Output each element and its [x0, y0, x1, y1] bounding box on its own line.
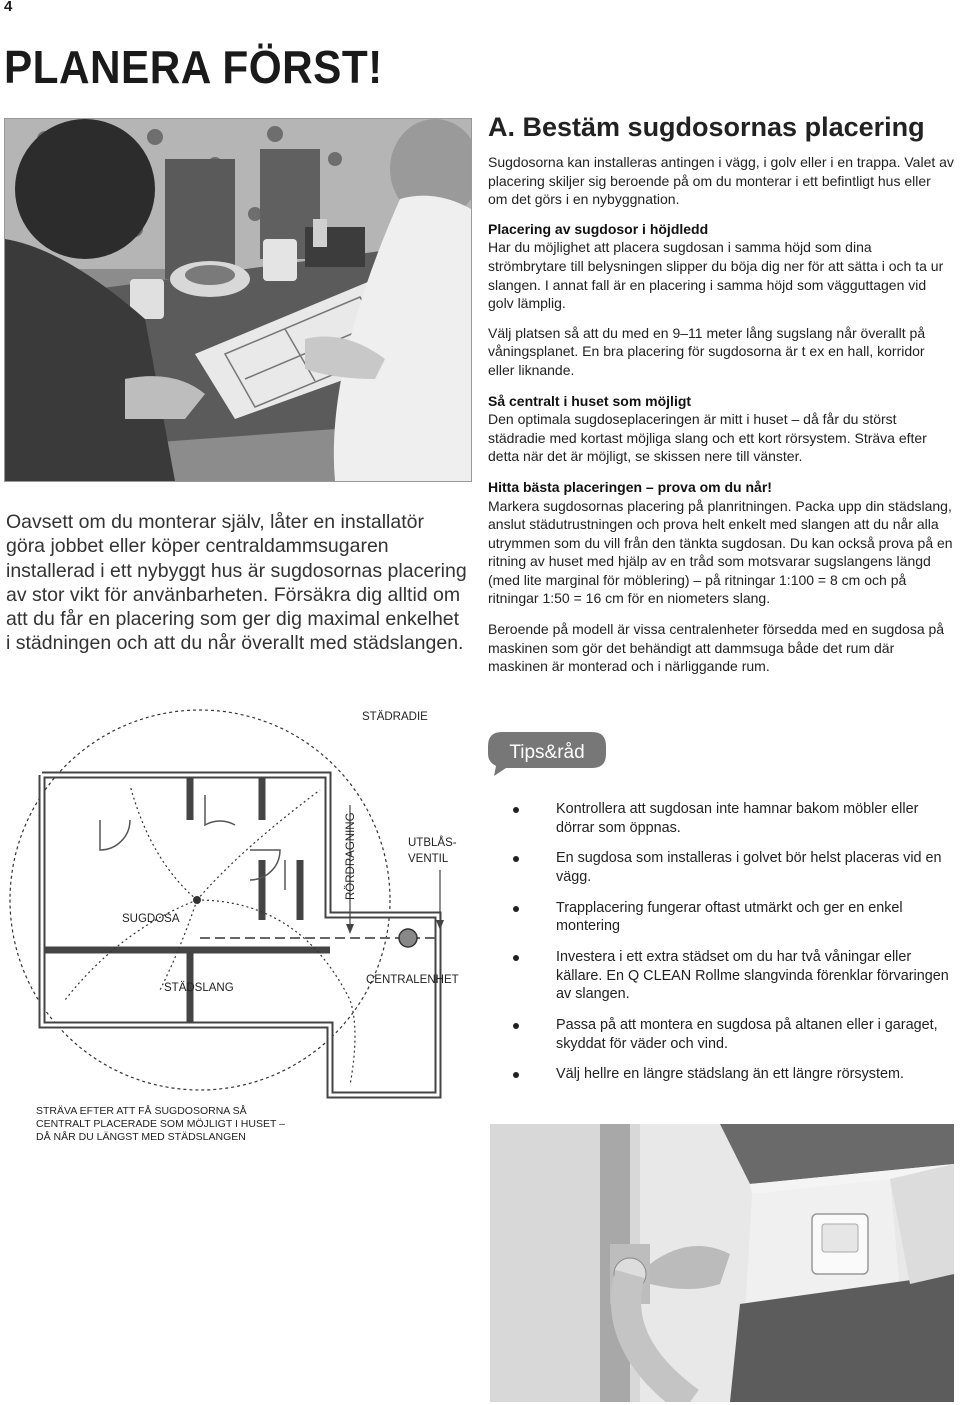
stair-inlet-photo — [490, 1124, 954, 1402]
bullet-icon — [513, 906, 519, 912]
section-a-paragraph-3: Välj platsen så att du med en 9–11 meter lång sugslang når överallt på våningsplanet. En bra placering för sugdosorna är t ex en hall, korridor eller liknande. — [488, 324, 926, 378]
house-walls — [42, 775, 438, 1095]
tip-item: Investera i ett extra städset om du har två våningar eller källare. En Q CLEAN Rollme slangvinda förenklar förvaringen av slangen. — [512, 948, 956, 1004]
bullet-icon — [513, 1072, 519, 1078]
tips-badge-label: Tips&råd — [509, 742, 585, 763]
label-centralenhet: CENTRALENHET — [366, 974, 459, 986]
section-a-paragraph-4: Den optimala sugdoseplaceringen är mitt i huset – då får du störst städradie med kortast möjliga slang och ett kort rörsystem. Sträva efter detta när det är möjligt, se skissen nere till vänster. — [488, 411, 927, 465]
intro-text: Oavsett om du monterar själv, låter en installatör göra jobbet eller köper centraldammsugaren installerad i ett nybyggt hus är sugdosornas placering av stor vikt för använbarheten. Försäkra dig alltid om att du får en placering som ger dig maximal enkelhet i städningen och att du når överallt med städslangen. — [6, 511, 467, 655]
floor-plan-diagram — [0, 700, 480, 1110]
hose-paths — [65, 785, 355, 1085]
subheading-height: Placering av sugdosor i höjdledd — [488, 220, 709, 237]
subheading-best-placement: Hitta bästa placeringen – prova om du når! — [488, 478, 772, 495]
section-a-paragraph-1: Sugdosorna kan installeras antingen i vägg, i golv eller i en trappa. Valet av placering skiljer sig beroende på om du monterar i ett befintligt hus eller om det görs i en nybyggnation. — [488, 154, 954, 208]
subheading-central: Så centralt i huset som möjligt — [488, 392, 692, 409]
page-number: 4 — [4, 0, 13, 15]
section-a-paragraph-2: Har du möjlighet att placera sugdosan i samma höjd som dina strömbrytare till belysningen slipper du böja dig ner för att sätta i och ta ur slangen. I annat fall är en placering i samma höjd som vägguttagen vid golv lämplig. — [488, 239, 944, 312]
tip-item: Trapplacering fungerar oftast utmärkt och ger en enkel montering — [512, 899, 956, 936]
planning-photo — [4, 118, 472, 482]
bullet-icon — [513, 807, 519, 813]
speech-bubble-icon — [484, 728, 610, 778]
tip-item: Kontrollera att sugdosan inte hamnar bakom möbler eller dörrar som öppnas. — [512, 800, 956, 837]
tip-item: Passa på att montera en sugdosa på altanen eller i garaget, skyddat för väder och vind. — [512, 1016, 956, 1053]
bullet-icon — [513, 1023, 519, 1029]
section-a-paragraph-5: Markera sugdosornas placering på planritningen. Packa upp din städslang, anslut städutrustningen och prova helt enkelt med slangen att du når alla utrymmen som du vill från den tänkta sugdosan. Du kan också prova på en ritning av huset med hjälp av en tråd som motsvarar sugslangens längd (med lite marginal för möblering) – på ritningar 1:100 = 8 cm och på ritningar 1:50 = 16 cm för en niometers slang. — [488, 497, 953, 607]
section-a-body — [488, 153, 954, 676]
label-stadradie: STÄDRADIE — [362, 711, 428, 723]
planning-photo-illustration — [5, 119, 471, 481]
tip-item: Välj hellre en längre städslang än ett längre rörsystem. — [512, 1065, 956, 1084]
stair-inlet-illustration — [490, 1124, 954, 1402]
label-rordragning: RÖRDRAGNING — [345, 812, 357, 900]
bullet-icon — [513, 955, 519, 961]
label-sugdosa: SUGDOSA — [122, 913, 180, 925]
house-walls-inner — [42, 775, 438, 1095]
section-a-paragraph-6: Beroende på modell är vissa centralenheter försedda med en sugdosa på maskinen som gör det behändigt att dammsuga både det rum där maskinen är monterad och i närliggande rum. — [488, 621, 945, 675]
central-unit-icon — [399, 929, 417, 947]
label-utblas-1: UTBLÅS- — [408, 837, 457, 849]
tips-badge — [484, 728, 610, 778]
tip-item: En sugdosa som installeras i golvet bör helst placeras vid en vägg. — [512, 849, 956, 886]
label-utblas-2: VENTIL — [408, 853, 449, 865]
label-stadslang: STÄDSLANG — [164, 982, 234, 994]
section-a-heading: A. Bestäm sugdosornas placering — [488, 112, 925, 142]
bullet-icon — [513, 856, 519, 862]
tips-list — [512, 800, 956, 1096]
plan-caption: STRÄVA EFTER ATT FÅ SUGDOSORNA SÅ CENTRALT PLACERADE SOM MÖJLIGT I HUSET – DÅ NÅR DU LÄNGST MED STÄDSLANGEN — [36, 1105, 285, 1143]
page-title: PLANERA FÖRST! — [4, 41, 383, 93]
